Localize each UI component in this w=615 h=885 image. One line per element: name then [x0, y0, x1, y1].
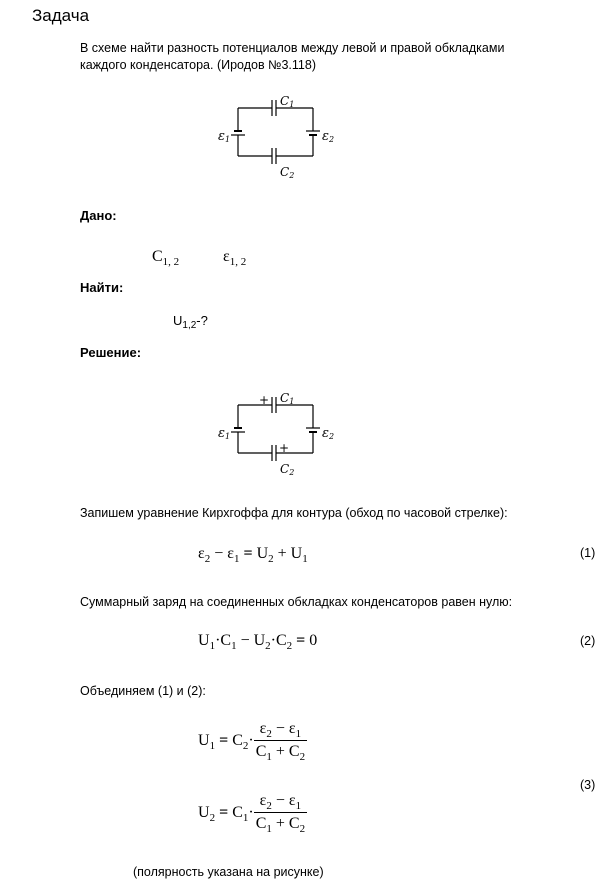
find-expression: $U_{1,2}-$?: [173, 313, 208, 331]
solution-heading: Решение:: [80, 345, 142, 360]
find-heading: Найти:: [80, 280, 124, 295]
equation-2: $U_1\cdot C_1 - U_2\cdot C_2 = 0$: [198, 632, 318, 652]
e1-label: ε1: [218, 426, 231, 441]
problem-line-2: каждого конденсатора. (Иродов №3.118): [80, 58, 316, 72]
c2-label: C2: [280, 165, 295, 180]
polarity-note: (полярность указана на рисунке): [133, 865, 324, 879]
equation-2-number: (2): [580, 634, 596, 648]
equation-1-number: (1): [580, 546, 596, 560]
given-emfs: $\varepsilon_{1, 2}$: [223, 248, 247, 268]
equation-1: $\varepsilon_2 - \varepsilon_1 = U_2 + U_1$: [198, 545, 308, 565]
given-heading: Дано:: [80, 208, 117, 223]
equation-3b: $U_2 = C_1\cdot$ $\frac{\varepsilon_2 - \varepsilon_1}{C_1 + C_2}$: [198, 792, 306, 835]
equation-3a: $U_1 = C_2\cdot$ $\frac{\varepsilon_2 - \varepsilon_1}{C_1 + C_2}$: [198, 720, 306, 763]
combine-text: Объединяем (1) и (2):: [80, 684, 206, 698]
c1-plus-sign: +: [259, 393, 270, 407]
c1-label: C1: [280, 391, 295, 406]
circuit-diagram-polarity: [210, 387, 345, 482]
e2-label: ε2: [322, 426, 335, 441]
problem-line-1: В схеме найти разность потенциалов между левой и правой обкладками: [80, 41, 505, 55]
kirchhoff-text: Запишем уравнение Кирхгоффа для контура (обход по часовой стрелке):: [80, 506, 508, 520]
c1-label: C1: [280, 94, 295, 109]
e1-label: ε1: [218, 129, 231, 144]
equation-3-number: (3): [580, 778, 596, 792]
c2-label: C2: [280, 462, 295, 477]
circuit-diagram: [210, 90, 345, 185]
given-capacitances: $C_{1, 2}$: [152, 248, 180, 268]
page-title: Задача: [32, 6, 90, 25]
charge-text: Суммарный заряд на соединенных обкладках конденсаторов равен нулю:: [80, 595, 513, 609]
e2-label: ε2: [322, 129, 335, 144]
c2-plus-sign: +: [279, 441, 290, 455]
